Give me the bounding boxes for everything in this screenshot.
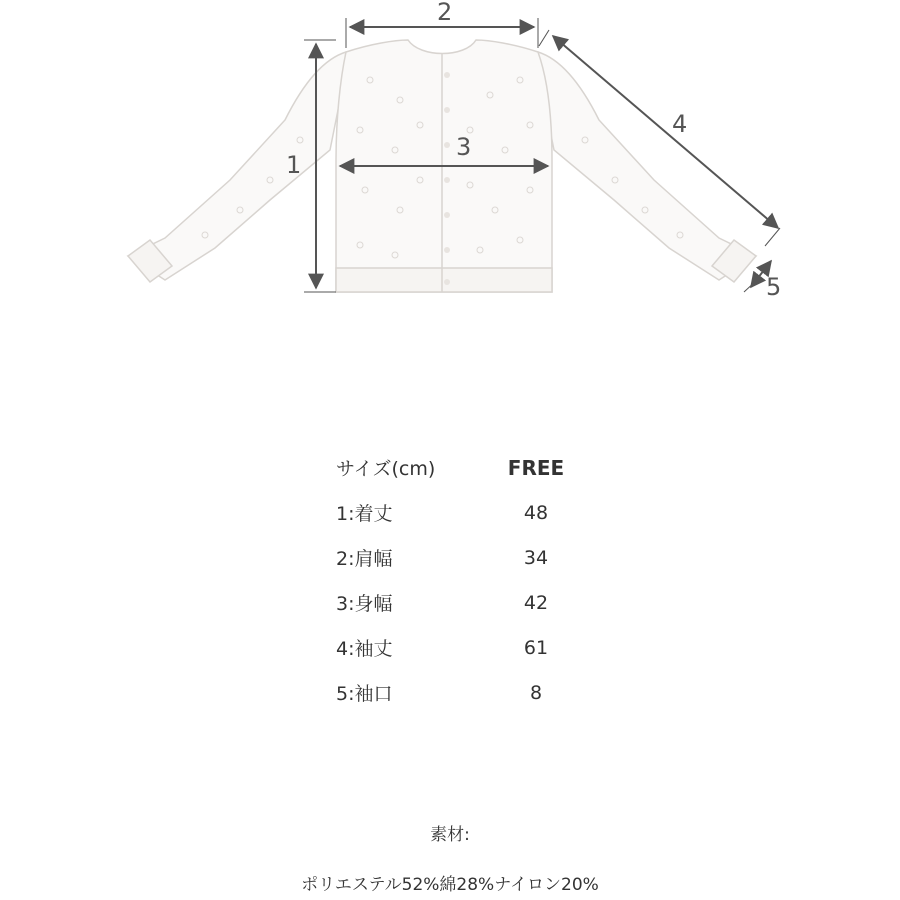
- left-sleeve: [128, 52, 346, 280]
- header-label: サイズ(cm): [336, 458, 436, 480]
- right-sleeve: [538, 52, 756, 280]
- row-label: 4:袖丈: [336, 638, 393, 660]
- row-value: 8: [529, 681, 543, 704]
- label-body: 3: [456, 133, 472, 161]
- row-label: 3:身幅: [336, 593, 393, 615]
- size-table-header: [336, 445, 566, 490]
- size-table: [336, 445, 566, 715]
- material-value: ポリエステル52%綿28%ナイロン20%: [301, 875, 599, 895]
- label-shoulder: 2: [437, 0, 453, 26]
- row-label: 2:肩幅: [336, 548, 393, 570]
- table-row: [336, 580, 566, 625]
- row-label: 5:袖口: [336, 683, 393, 705]
- table-row: [336, 535, 566, 580]
- row-label: 1:着丈: [336, 503, 393, 525]
- material-title: 素材:: [430, 825, 470, 845]
- table-row: [336, 625, 566, 670]
- table-row: [336, 490, 566, 535]
- label-length: 1: [286, 151, 302, 179]
- header-size: FREE: [507, 455, 565, 480]
- garment-measurement-diagram: [0, 0, 900, 330]
- hem-band: [336, 268, 552, 292]
- row-value: 48: [523, 501, 549, 524]
- table-row: [336, 670, 566, 715]
- label-sleeve: 4: [672, 110, 688, 138]
- row-value: 34: [523, 546, 549, 569]
- row-value: 42: [523, 591, 549, 614]
- row-value: 61: [523, 636, 549, 659]
- label-cuff: 5: [766, 273, 782, 301]
